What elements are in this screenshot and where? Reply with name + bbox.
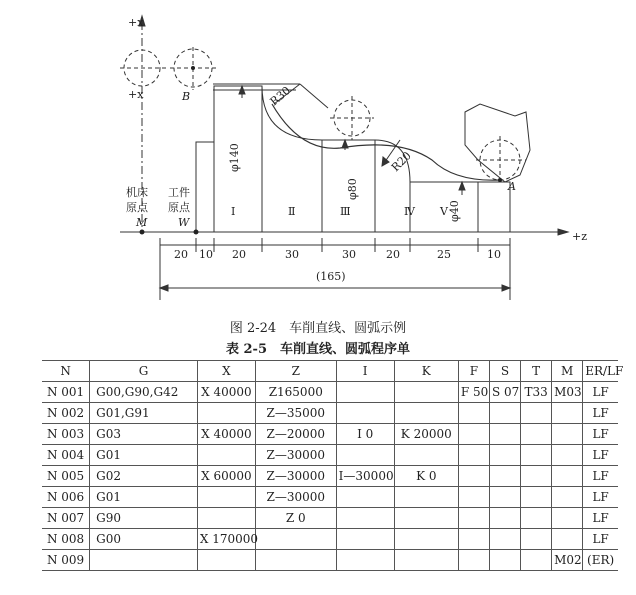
cell-f: F 50 [458, 382, 489, 403]
cell-er-lf: LF [583, 424, 618, 445]
dia-80-label: φ80 [346, 178, 359, 200]
cell-k: K 20000 [394, 424, 458, 445]
cell-er-lf: LF [583, 382, 618, 403]
header-n: N [42, 361, 90, 382]
cell-s [489, 403, 520, 424]
cell-n: N 003 [42, 424, 90, 445]
cell-m [552, 403, 583, 424]
cell-s [489, 529, 520, 550]
cell-i: I—30000 [336, 466, 394, 487]
cell-z: Z—35000 [255, 403, 336, 424]
cell-s [489, 487, 520, 508]
dim-label-1: 20 [174, 248, 188, 261]
cell-g: G01 [90, 487, 198, 508]
cell-i [336, 508, 394, 529]
header-g: G [90, 361, 198, 382]
cell-z [255, 550, 336, 571]
cell-i [336, 487, 394, 508]
cell-f [458, 403, 489, 424]
cell-x: X 170000 [197, 529, 255, 550]
x-axis-label-top: +x [128, 16, 144, 29]
cell-z: Z—20000 [255, 424, 336, 445]
cell-f [458, 550, 489, 571]
section-5-label: Ⅴ [440, 205, 448, 218]
cell-z: Z—30000 [255, 445, 336, 466]
table-caption: 表 2-5 车削直线、圆弧程序单 [225, 342, 410, 357]
cell-f [458, 466, 489, 487]
work-origin-line1: 工件 [168, 186, 190, 199]
cell-t: T33 [521, 382, 552, 403]
cell-n: N 009 [42, 550, 90, 571]
cell-x [197, 508, 255, 529]
table-row [42, 508, 618, 529]
dim-label-8: 10 [487, 248, 501, 261]
section-1-label: Ⅰ [231, 205, 236, 218]
cell-t [521, 403, 552, 424]
cell-x [197, 487, 255, 508]
cell-t [521, 466, 552, 487]
header-i: I [336, 361, 394, 382]
table-body [42, 382, 618, 571]
cell-x [197, 550, 255, 571]
cell-er-lf: LF [583, 487, 618, 508]
program-table [42, 360, 624, 571]
header-er-lf: ER/LF [583, 361, 618, 382]
radius-20-label: R20 [388, 149, 414, 175]
cell-n: N 002 [42, 403, 90, 424]
total-dim-label: (165) [316, 270, 346, 283]
table-row [42, 403, 618, 424]
cell-n: N 008 [42, 529, 90, 550]
cell-i [336, 403, 394, 424]
point-w-label: W [178, 216, 190, 229]
header-x: X [197, 361, 255, 382]
cell-m [552, 445, 583, 466]
table-row [42, 487, 618, 508]
cell-m: M03 [552, 382, 583, 403]
header-t: T [521, 361, 552, 382]
section-2-label: Ⅱ [288, 205, 296, 218]
header-m: M [552, 361, 583, 382]
cell-t [521, 424, 552, 445]
cell-z: Z—30000 [255, 487, 336, 508]
cell-f [458, 508, 489, 529]
dim-label-3: 20 [232, 248, 246, 261]
cell-m [552, 508, 583, 529]
cell-z: Z—30000 [255, 466, 336, 487]
cell-n: N 001 [42, 382, 90, 403]
x-axis-label-mid: +x [128, 88, 144, 101]
cell-m [552, 466, 583, 487]
dim-label-5: 30 [342, 248, 356, 261]
header-z: Z [255, 361, 336, 382]
cell-x: X 40000 [197, 382, 255, 403]
table-row [42, 550, 618, 571]
table-row [42, 382, 618, 403]
point-m-label: M [136, 216, 148, 229]
table-row [42, 466, 618, 487]
cell-k [394, 550, 458, 571]
cell-k [394, 508, 458, 529]
cell-m [552, 529, 583, 550]
cell-t [521, 487, 552, 508]
header-k: K [394, 361, 458, 382]
cell-g: G90 [90, 508, 198, 529]
dim-label-4: 30 [285, 248, 299, 261]
cell-t [521, 445, 552, 466]
cell-x: X 40000 [197, 424, 255, 445]
header-f: F [458, 361, 489, 382]
table-row [42, 529, 618, 550]
cell-s [489, 550, 520, 571]
cell-n: N 004 [42, 445, 90, 466]
cell-t [521, 529, 552, 550]
cell-f [458, 424, 489, 445]
cell-k [394, 403, 458, 424]
workpiece-outline [196, 86, 510, 232]
tool-path [272, 104, 500, 180]
radius-30-label: R30 [267, 84, 293, 109]
cell-g: G00,G90,G42 [90, 382, 198, 403]
cell-s [489, 466, 520, 487]
cell-m: M02 [552, 550, 583, 571]
cell-i [336, 529, 394, 550]
dia-140-label: φ140 [228, 143, 241, 172]
cell-g: G01,G91 [90, 403, 198, 424]
dim-label-7: 25 [437, 248, 451, 261]
z-axis-arrow [558, 229, 568, 235]
point-b-label: B [182, 90, 191, 103]
header-s: S [489, 361, 520, 382]
cell-f [458, 529, 489, 550]
cell-x [197, 403, 255, 424]
dim-label-2: 10 [199, 248, 213, 261]
cell-i [336, 445, 394, 466]
cell-i [336, 382, 394, 403]
cell-g: G03 [90, 424, 198, 445]
cell-s [489, 508, 520, 529]
dia-40-label: φ40 [448, 200, 461, 222]
dim-label-6: 20 [386, 248, 400, 261]
cell-z: Z165000 [255, 382, 336, 403]
cell-x [197, 445, 255, 466]
table-header-row [42, 361, 618, 382]
figure-caption: 图 2-24 车削直线、圆弧示例 [229, 321, 407, 336]
section-3-label: Ⅲ [340, 205, 351, 218]
cell-n: N 006 [42, 487, 90, 508]
section-4-label: Ⅳ [404, 205, 415, 218]
cell-er-lf: (ER) [583, 550, 618, 571]
cell-er-lf: LF [583, 466, 618, 487]
cell-x: X 60000 [197, 466, 255, 487]
table-row [42, 445, 618, 466]
cell-k [394, 529, 458, 550]
point-a-label: A [508, 180, 516, 193]
cell-s [489, 445, 520, 466]
work-origin-line2: 原点 [168, 201, 190, 214]
machine-origin-line2: 原点 [126, 201, 148, 214]
cell-m [552, 487, 583, 508]
cell-t [521, 508, 552, 529]
cell-er-lf: LF [583, 403, 618, 424]
cell-k [394, 445, 458, 466]
cell-n: N 007 [42, 508, 90, 529]
cell-g: G00 [90, 529, 198, 550]
cell-s: S 07 [489, 382, 520, 403]
cutting-tool [465, 104, 530, 182]
cell-g: G02 [90, 466, 198, 487]
cell-er-lf: LF [583, 529, 618, 550]
machine-origin-line1: 机床 [126, 186, 148, 199]
cell-i: I 0 [336, 424, 394, 445]
cell-i [336, 550, 394, 571]
z-axis-label: +z [572, 230, 588, 243]
cell-m [552, 424, 583, 445]
cell-t [521, 550, 552, 571]
cell-z [255, 529, 336, 550]
table-row [42, 424, 618, 445]
cell-k: K 0 [394, 466, 458, 487]
cell-f [458, 487, 489, 508]
cell-g [90, 550, 198, 571]
cell-s [489, 424, 520, 445]
cell-f [458, 445, 489, 466]
cell-g: G01 [90, 445, 198, 466]
cell-er-lf: LF [583, 445, 618, 466]
cell-er-lf: LF [583, 508, 618, 529]
cell-z: Z 0 [255, 508, 336, 529]
cell-k [394, 382, 458, 403]
cell-k [394, 487, 458, 508]
cell-n: N 005 [42, 466, 90, 487]
